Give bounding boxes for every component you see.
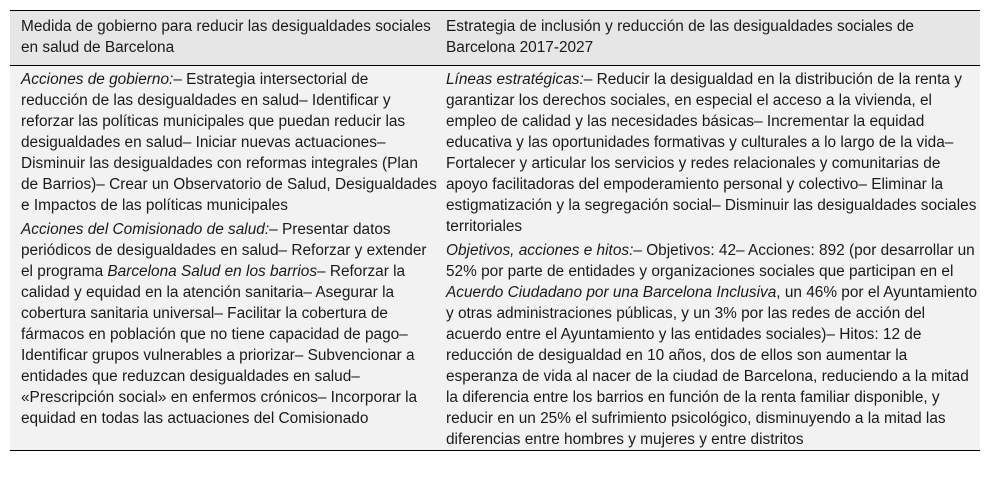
government-actions-text: – Estrategia intersectorial de reducción de las desigualdades en salud– Identificar y reforzar las políticas municipales que puedan reducir las desigualdades en salud– Iniciar nuevas actuaciones– Disminuir las desigualdades con reformas integrales (Plan de Barrios)– Crear un Observatorio de Salud, Desigualdades e Impactos de las políticas municipales <box>21 71 437 214</box>
table-body-row <box>10 66 980 450</box>
header-cell-left: Medida de gobierno para reducir las desigualdades sociales en salud de Barcelona <box>21 18 431 56</box>
comparison-table <box>10 10 980 451</box>
strategic-lines-text: – Reducir la desigualdad en la distribución de la renta y garantizar los derechos sociales, en especial el acceso a la vivienda, el empleo de calidad y las necesidades básicas– Incrementar la equidad educativa y las oportunidades formativas y culturales a lo largo de la vida– Fortalecer y articular los servicios y redes relacionales y comunitarias de apoyo facilitadoras del empoderamiento personal y colectivo– Eliminar la estigmatización y la segregación social– Disminuir las desigualdades sociales territoriales <box>446 71 977 235</box>
commissioner-actions-text-b: – Reforzar la calidad y equidad en la atención sanitaria– Asegurar la cobertura sanitaria universal– Facilitar la cobertura de fármacos en población que no tiene capacidad de pago– Identificar grupos vulnerables a priorizar– Subvencionar a entidades que reduzcan desigualdades en salud– «Prescripción social» en enfermos crónicos– Incorporar la equidad en todas las actuaciones del Comisionado <box>21 263 418 427</box>
government-actions-block <box>21 66 439 216</box>
strategic-lines-block <box>446 66 980 237</box>
commissioner-actions-label: Acciones del Comisionado de salud: <box>21 221 270 238</box>
program-name: Barcelona Salud en los barrios <box>107 263 318 280</box>
government-actions-label: Acciones de gobierno: <box>21 71 174 88</box>
header-cell-right: Estrategia de inclusión y reducción de las desigualdades sociales de Barcelona 2017-2027 <box>446 18 914 56</box>
objectives-block <box>446 237 980 450</box>
commissioner-actions-block <box>21 216 439 429</box>
strategic-lines-label: Líneas estratégicas: <box>446 71 584 88</box>
objectives-text-b: , un 46% por el Ayuntamiento y otras administraciones públicas, y un 3% por las redes de acción del acuerdo entre el Ayuntamiento y las entidades sociales)– Hitos: 12 de reducción de desigualdad en 10 años, dos de ellos son aumentar la esperanza de vida al nacer de la ciudad de Barcelona, reduciendo a la mitad la diferencia entre los barrios en función de la renta familiar disponible, y reducir en un 25% el sufrimiento psicológico, disminuyendo a la mitad las diferencias entre hombres y mujeres y entre distritos <box>446 284 978 448</box>
commissioner-actions-text-a: – Presentar datos periódicos de desigualdades en salud– Reforzar y extender el programa <box>21 221 427 280</box>
body-cell-right <box>439 66 980 450</box>
agreement-name: Acuerdo Ciudadano por una Barcelona Inclusiva <box>446 284 777 301</box>
objectives-label: Objetivos, acciones e hitos: <box>446 242 634 259</box>
table-header-row <box>10 11 980 66</box>
objectives-text-a: – Objetivos: 42– Acciones: 892 (por desarrollar un 52% por parte de entidades y organizaciones sociales que participan en el <box>446 242 975 280</box>
body-cell-left <box>10 66 439 450</box>
